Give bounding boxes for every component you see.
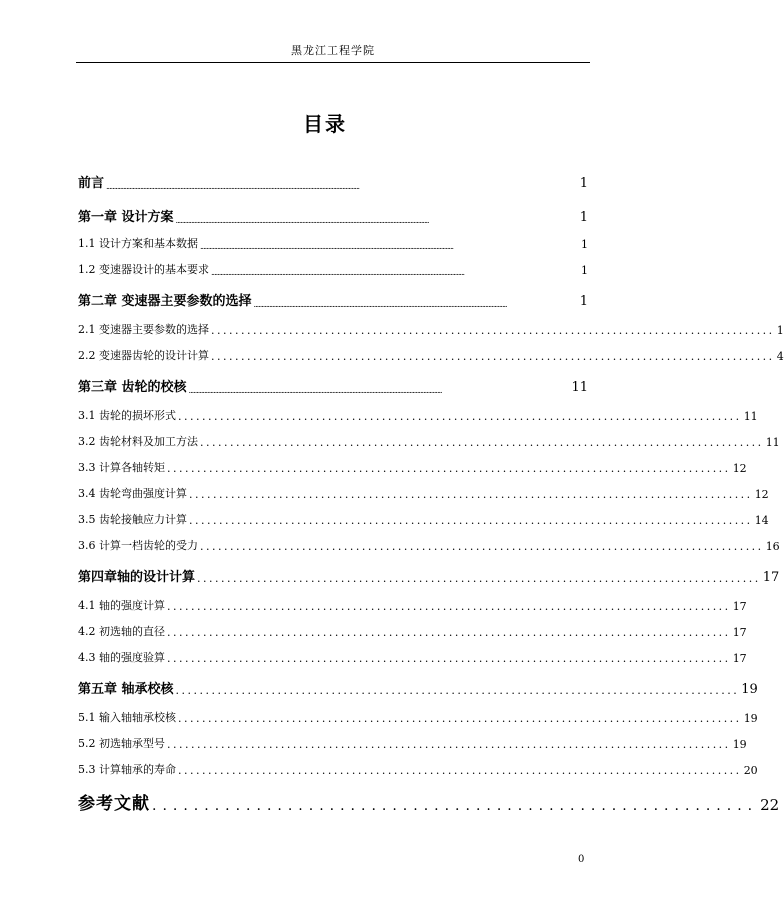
running-header: 黑龙江工程学院 — [291, 44, 375, 57]
dot-leader: .................................................................................................................................................................... — [253, 300, 507, 309]
toc-entry-page: 16 — [765, 540, 780, 553]
toc-entry-chapter-5[interactable] — [78, 678, 758, 697]
toc-entry-4-2[interactable] — [78, 623, 747, 639]
toc-entry-3-1[interactable] — [78, 407, 758, 423]
toc-entry-1-1[interactable] — [78, 235, 588, 251]
toc-entry-references[interactable] — [78, 789, 780, 814]
toc-entry-chapter-2[interactable] — [78, 290, 588, 309]
toc-entry-label: 3.5 齿轮接触应力计算 — [78, 513, 187, 526]
dot-leader: .............................................................................................. — [211, 350, 775, 363]
toc-entry-label: 4.3 轴的强度验算 — [78, 651, 165, 664]
toc-entry-page: 12 — [732, 462, 747, 475]
toc-title: 目录 — [303, 112, 347, 136]
toc-entry-label: 第三章 齿轮的校核 — [78, 380, 187, 395]
toc-entry-4-1[interactable] — [78, 597, 747, 613]
toc-entry-page: 11 — [743, 410, 758, 423]
toc-entry-5-3[interactable] — [78, 761, 758, 777]
dot-leader: .............................................................................................. — [200, 436, 764, 449]
toc-entry-page: 17 — [732, 600, 747, 613]
toc-entry-page: 1 — [581, 238, 588, 251]
toc-entry-label: 第二章 变速器主要参数的选择 — [78, 294, 252, 309]
dot-leader: .............................................................................................. — [167, 600, 731, 613]
toc-entry-label: 参考文献 — [78, 794, 150, 814]
toc-entry-label: 第五章 轴承校核 — [78, 682, 174, 697]
toc-entry-label: 3.6 计算一档齿轮的受力 — [78, 539, 198, 552]
toc-entry-label: 5.3 计算轴承的寿命 — [78, 763, 176, 776]
toc-entry-label: 4.1 轴的强度计算 — [78, 599, 165, 612]
toc-entry-5-1[interactable] — [78, 709, 758, 725]
toc-entry-3-6[interactable] — [78, 537, 780, 553]
toc-entry-chapter-3[interactable] — [78, 376, 588, 395]
toc-entry-label: 1.1 设计方案和基本数据 — [78, 237, 198, 250]
dot-leader: .......................................................... — [152, 798, 759, 814]
dot-leader: .............................................................................................. — [167, 652, 731, 665]
toc-entry-page: 11 — [571, 380, 588, 395]
toc-entry-label: 3.3 计算各轴转矩 — [78, 461, 165, 474]
toc-entry-3-2[interactable] — [78, 433, 780, 449]
dot-leader: .............................................................................................. — [175, 684, 740, 697]
toc-entry-label: 2.2 变速器齿轮的设计计算 — [78, 349, 209, 362]
toc-entry-page: 14 — [754, 514, 769, 527]
dot-leader: .............................................................................................. — [178, 410, 742, 423]
toc-entry-2-1[interactable] — [78, 321, 784, 337]
dot-leader: .............................................................................................. — [178, 712, 742, 725]
dot-leader: .............................................................................................. — [197, 572, 761, 585]
dot-leader: .................................................................................................................................................................... — [106, 182, 360, 191]
dot-leader: .................................................................................................................................................................... — [200, 242, 454, 251]
header-rule — [76, 62, 590, 63]
toc-entry-3-5[interactable] — [78, 511, 769, 527]
toc-entry-label: 第四章轴的设计计算 — [78, 570, 196, 585]
toc-entry-label: 3.1 齿轮的损坏形式 — [78, 409, 176, 422]
toc-entry-page: 19 — [741, 682, 758, 697]
toc-entry-chapter-1[interactable] — [78, 206, 588, 225]
toc-entry-label: 3.2 齿轮材料及加工方法 — [78, 435, 198, 448]
toc-entry-3-4[interactable] — [78, 485, 769, 501]
toc-entry-page: 20 — [743, 764, 758, 777]
toc-entry-label: 第一章 设计方案 — [78, 210, 174, 225]
toc-entry-page: 1 — [579, 176, 588, 191]
dot-leader: .............................................................................................. — [211, 324, 775, 337]
toc-entry-page: 22 — [760, 796, 780, 814]
toc-entry-5-2[interactable] — [78, 735, 747, 751]
dot-leader: .............................................................................................. — [167, 626, 731, 639]
dot-leader: .................................................................................................................................................................... — [188, 386, 442, 395]
toc-entry-page: 17 — [762, 570, 780, 585]
dot-leader: .............................................................................................. — [200, 540, 764, 553]
toc-entry-page: 17 — [732, 626, 747, 639]
toc-entry-chapter-4[interactable] — [78, 566, 780, 585]
toc-entry-page: 1 — [776, 324, 784, 337]
toc-entry-2-2[interactable] — [78, 347, 784, 363]
dot-leader: .................................................................................................................................................................... — [211, 268, 465, 277]
dot-leader: .............................................................................................. — [167, 462, 731, 475]
toc-entry-page: 19 — [732, 738, 747, 751]
toc-entry-label: 5.2 初选轴承型号 — [78, 737, 165, 750]
toc-entry-label: 4.2 初选轴的直径 — [78, 625, 165, 638]
toc-entry-label: 3.4 齿轮弯曲强度计算 — [78, 487, 187, 500]
toc-entry-page: 1 — [579, 294, 588, 309]
toc-entry-page: 1 — [581, 264, 588, 277]
toc-entry-page: 4 — [776, 350, 784, 363]
toc-entry-1-2[interactable] — [78, 261, 588, 277]
toc-entry-page: 19 — [743, 712, 758, 725]
dot-leader: .............................................................................................. — [189, 488, 753, 501]
toc-entry-label: 前言 — [78, 176, 105, 191]
page-number: 0 — [578, 854, 585, 865]
toc-entry-page: 12 — [754, 488, 769, 501]
toc-entry-4-3[interactable] — [78, 649, 747, 665]
toc-entry-page: 1 — [579, 210, 588, 225]
toc-entry-label: 1.2 变速器设计的基本要求 — [78, 263, 209, 276]
dot-leader: .............................................................................................. — [189, 514, 753, 527]
toc-entry-page: 11 — [765, 436, 780, 449]
toc-entry-preface[interactable] — [78, 172, 588, 191]
dot-leader: .................................................................................................................................................................... — [175, 216, 429, 225]
toc-entry-label: 5.1 输入轴轴承校核 — [78, 711, 176, 724]
toc-entry-page: 17 — [732, 652, 747, 665]
toc-entry-label: 2.1 变速器主要参数的选择 — [78, 323, 209, 336]
toc-entry-3-3[interactable] — [78, 459, 747, 475]
dot-leader: .............................................................................................. — [178, 764, 742, 777]
dot-leader: .............................................................................................. — [167, 738, 731, 751]
